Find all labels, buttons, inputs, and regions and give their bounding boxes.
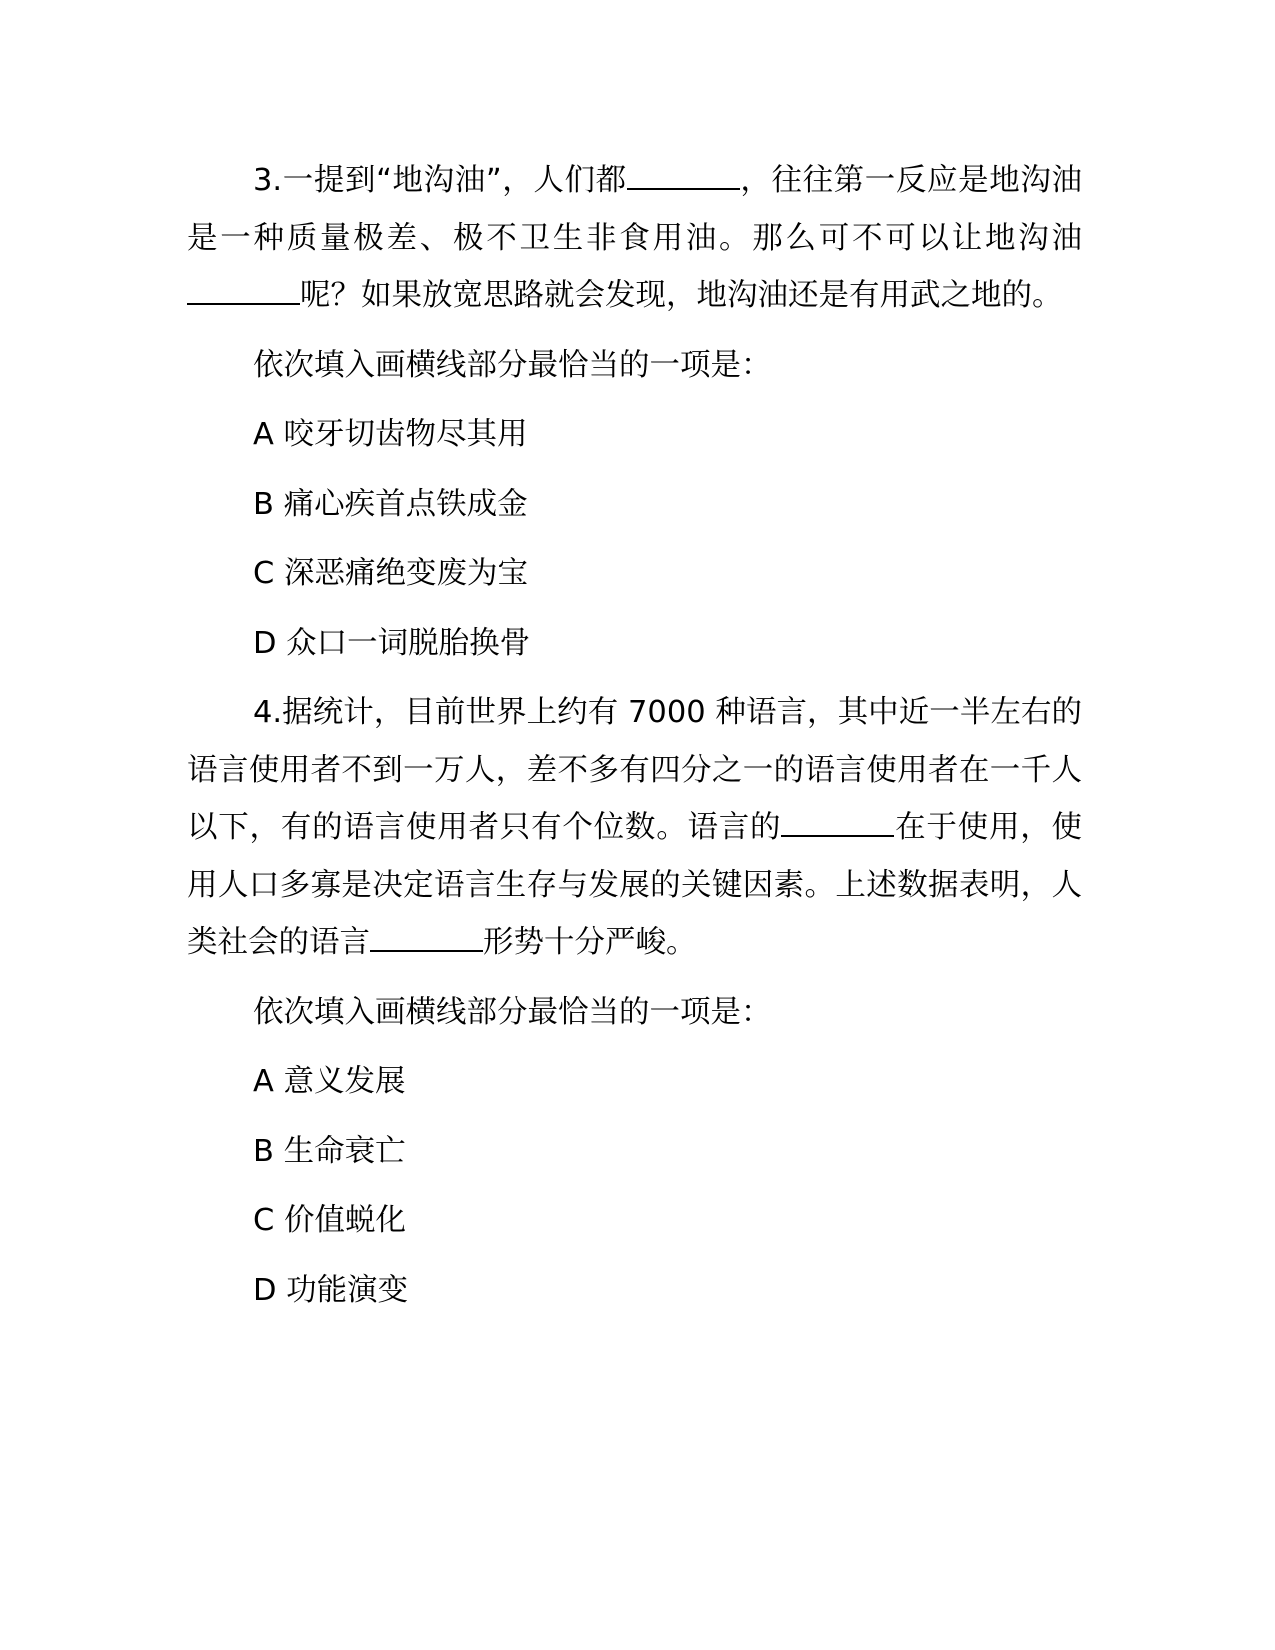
- question-3-text-1: 3.一提到“地沟油”，人们都: [253, 163, 627, 198]
- question-4-blank-1: [781, 807, 894, 837]
- question-3-option-d: D 众口一词脱胎换骨: [253, 625, 531, 661]
- question-4-stem: [187, 684, 1082, 972]
- question-4-option-a: A 意义发展: [253, 1064, 406, 1099]
- question-3-blank-1: [627, 160, 740, 190]
- document-content: [187, 152, 1082, 1331]
- question-3-option-a: A 咬牙切齿物尽其用: [253, 417, 528, 452]
- question-3-stem: [187, 152, 1082, 325]
- question-3-text-3: 呢？如果放宽思路就会发现，地沟油还是有用武之地的。: [300, 278, 1063, 313]
- question-4-option-b: B 生命衰亡: [253, 1133, 406, 1169]
- question-4-option-d: D 功能演变: [253, 1272, 409, 1308]
- question-4-prompt: 依次填入画横线部分最恰当的一项是：: [253, 994, 772, 1030]
- question-4-blank-2: [370, 922, 483, 952]
- question-4-text-1: 4.据统计，目前世界上约有 7000 种语言，其中近一半左右的语言使用者不到一万人，差不多有四分之一的语言使用者在一千人以下，有的语言使用者只有个位数。语言的: [187, 695, 1082, 845]
- question-3-blank-2: [187, 275, 300, 305]
- question-4-option-c: C 价值蜕化: [253, 1203, 406, 1238]
- question-3-option-b: B 痛心疾首点铁成金: [253, 486, 528, 522]
- question-3-text-2: ，往往第一反应是地沟油是一种质量极差、极不卫生非食用油。那么可不可以让地沟油: [187, 163, 1083, 256]
- question-3-prompt: 依次填入画横线部分最恰当的一项是：: [253, 347, 772, 383]
- question-4-text-3: 形势十分严峻。: [483, 925, 697, 960]
- question-3-option-c: C 深恶痛绝变废为宝: [253, 556, 528, 591]
- question-4-text-2: 在于使用，使用人口多寡是决定语言生存与发展的关键因素。上述数据表明，人类社会的语言: [187, 810, 1083, 960]
